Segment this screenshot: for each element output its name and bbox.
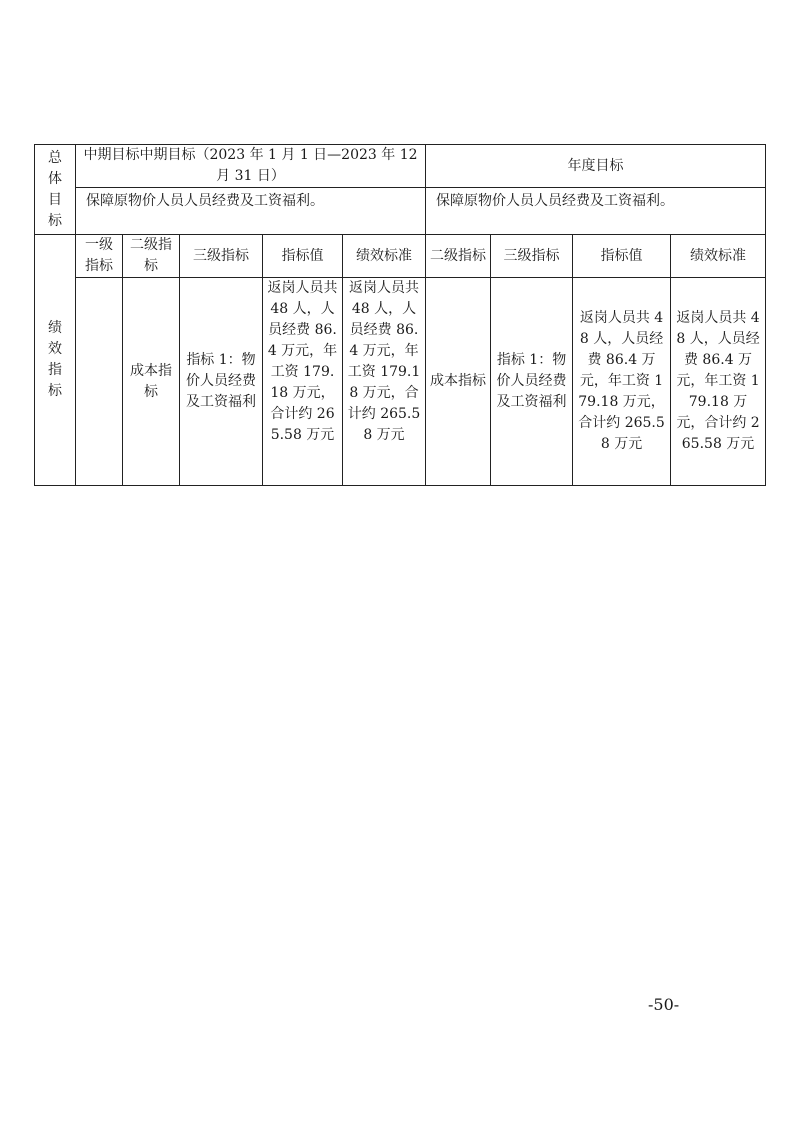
mid-term-target-content: 保障原物价人员人员经费及工资福利。 [76,188,426,235]
indicator-value: 返岗人员共 48 人，人员经费 86.4 万元，年工资 179.18 万元，合计约 265.58 万元 [263,278,343,486]
level2-cost-indicator: 成本指标 [123,278,180,486]
header-level2-annual: 二级指标 [426,235,491,278]
page-number: -50- [648,995,680,1014]
overall-target-label: 总 体 目 标 [35,145,76,235]
performance-standard: 返岗人员共 48 人，人员经费 86.4 万元，年工资 179.18 万元，合计约 265.58 万元 [343,278,426,486]
header-level2: 二级指标 [123,235,180,278]
annual-target-header: 年度目标 [426,145,766,188]
header-level3-annual: 三级指标 [491,235,573,278]
performance-target-table [34,144,766,486]
annual-target-content: 保障原物价人员人员经费及工资福利。 [426,188,766,235]
header-standard-annual: 绩效标准 [671,235,766,278]
header-standard: 绩效标准 [343,235,426,278]
indicator-value-annual: 返岗人员共 48 人，人员经费 86.4 万元，年工资 179.18 万元，合计约 265.58 万元 [573,278,671,486]
cost-indicator-row [35,278,766,486]
level2-cost-indicator-annual: 成本指标 [426,278,491,486]
performance-indicator-label: 绩 效 指 标 [35,235,76,486]
header-value-annual: 指标值 [573,235,671,278]
overall-content-row [35,188,766,235]
header-level3: 三级指标 [180,235,263,278]
level3-indicator-1-annual: 指标 1：物价人员经费及工资福利 [491,278,573,486]
mid-term-target-header: 中期目标中期目标（2023 年 1 月 1 日—2023 年 12 月 31 日） [76,145,426,188]
performance-standard-annual: 返岗人员共 48 人，人员经费 86.4 万元，年工资 179.18 万元，合计约 265.58 万元 [671,278,766,486]
overall-header-row [35,145,766,188]
header-value: 指标值 [263,235,343,278]
level3-indicator-1: 指标 1：物价人员经费及工资福利 [180,278,263,486]
header-level1: 一级指标 [76,235,123,278]
level1-cell [76,278,123,486]
indicator-header-row [35,235,766,278]
